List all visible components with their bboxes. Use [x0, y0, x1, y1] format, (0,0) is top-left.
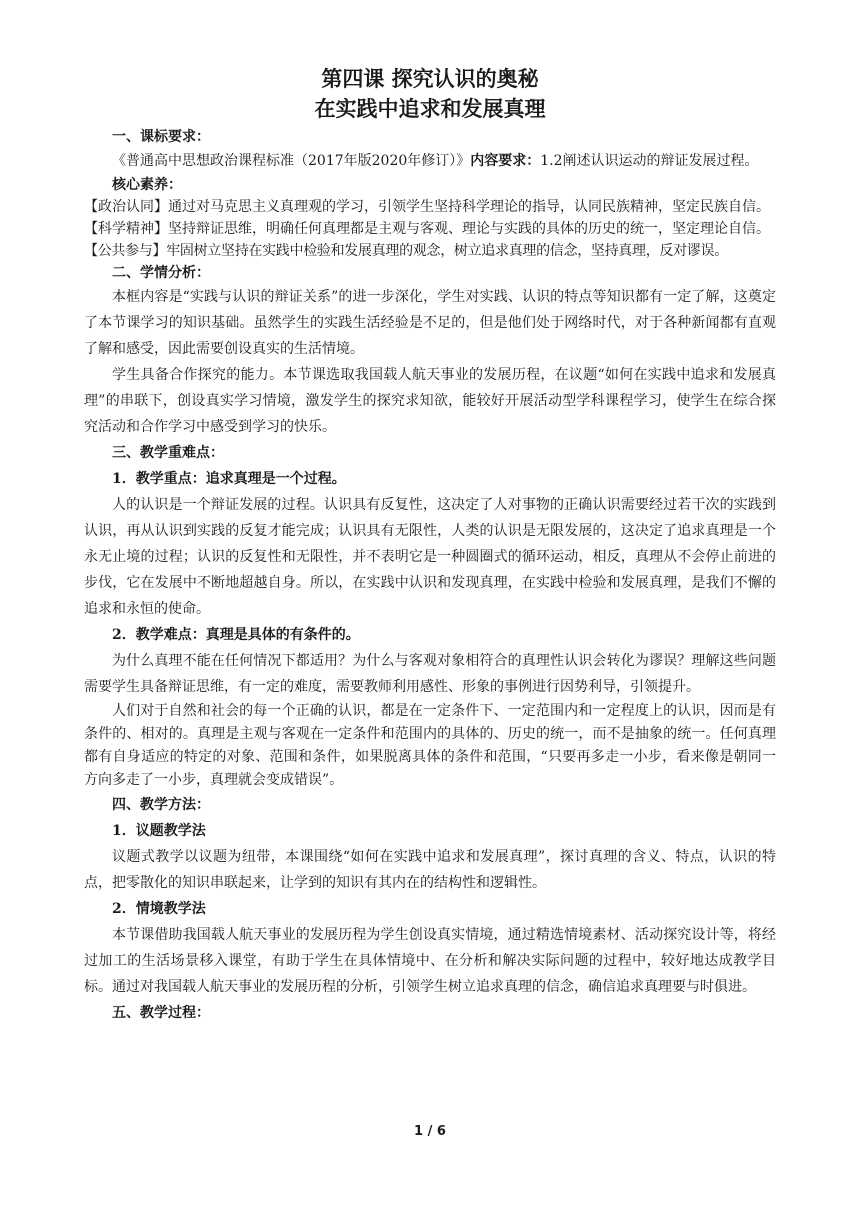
document-page: [84, 64, 776, 1026]
section-3-heading: 三、教学重难点：: [112, 445, 224, 461]
title-line-1: 第四课 探究认识的奥秘: [321, 66, 539, 91]
key-point-paragraph: 人的认识是一个辩证发展的过程。认识具有反复性，这决定了人对事物的正确认识需要经过若干次的实践到认识，再从认识到实践的反复才能完成；认识具有无限性，人类的认识是无限发展的，这决定了追求真理是一个永无止境的过程；认识的反复性和无限性，并不表明它是一种圆圈式的循环运动，相反，真理从不会停止前进的步伐，它在发展中不断地超越自身。所以，在实践中认识和发现真理，在实践中检验和发展真理，是我们不懈的追求和永恒的使命。: [84, 497, 776, 617]
method-2-paragraph: 本节课借助我国载人航天事业的发展历程为学生创设真实情境，通过精选情境素材、活动探究设计等，将经过加工的生活场景移入课堂，有助于学生在具体情境中、在分析和解决实际问题的过程中，较好地达成教学目标。通过对我国载人航天事业的发展历程的分析，引领学生树立追求真理的信念，确信追求真理要与时俱进。: [84, 927, 776, 995]
key-point-heading: 1．教学重点：追求真理是一个过程。: [112, 471, 346, 487]
core-heading: 核心素养：: [112, 177, 182, 193]
section-2-paragraph: 本框内容是“实践与认识的辩证关系”的进一步深化，学生对实践、认识的特点等知识都有一定了解，这奠定了本节课学习的知识基础。虽然学生的实践生活经验是不足的，但是他们处于网络时代，对于各种新闻都有直观了解和感受，因此需要创设真实的生活情境。: [84, 289, 776, 357]
section-2-paragraph: 学生具备合作探究的能力。本节课选取我国载人航天事业的发展历程，在议题“如何在实践中追求和发展真理”的串联下，创设真实学习情境，激发学生的探究求知欲，能较好开展活动型学科课程学习，使学生在综合探究活动和合作学习中感受到学习的快乐。: [84, 367, 776, 435]
content-label: 内容要求：: [470, 153, 541, 169]
difficulty-heading: 2．教学难点：真理是具体的有条件的。: [112, 627, 360, 643]
section-1-heading: 一、课标要求：: [112, 129, 210, 145]
method-2-heading: 2．情境教学法: [112, 901, 206, 917]
method-1-heading: 1．议题教学法: [112, 823, 206, 839]
core-item-text: 牢固树立坚持在实践中检验和发展真理的观念，树立追求真理的信念，坚持真理，反对谬误。: [166, 243, 728, 259]
core-item-public: [84, 240, 776, 262]
core-item-science: [84, 218, 776, 240]
section-4-heading: 四、教学方法：: [112, 797, 210, 813]
method-1-paragraph: 议题式教学以议题为纽带，本课围绕“如何在实践中追求和发展真理”，探讨真理的含义、特点，认识的特点，把零散化的知识串联起来，让学到的知识有其内在的结构性和逻辑性。: [84, 849, 776, 891]
title-line-2: 在实践中追求和发展真理: [314, 96, 546, 121]
standard-name: 《普通高中思想政治课程标准（2017年版2020年修订）》: [112, 153, 471, 169]
core-item-label: 【科学精神】: [84, 221, 168, 237]
core-item-text: 通过对马克思主义真理观的学习，引领学生坚持科学理论的指导，认同民族精神，坚定民族自信。: [168, 199, 770, 215]
standard-paragraph: [84, 148, 776, 174]
section-2-heading: 二、学情分析：: [112, 265, 210, 281]
page-number: 1 / 6: [414, 1124, 446, 1139]
core-item-label: 【政治认同】: [84, 199, 168, 215]
content-text: 1.2阐述认识运动的辩证发展过程。: [540, 153, 759, 169]
core-item-text: 坚持辩证思维，明确任何真理都是主观与客观、理论与实践的具体的历史的统一，坚定理论自信。: [168, 221, 770, 237]
section-5-heading: 五、教学过程：: [112, 1005, 210, 1021]
difficulty-paragraph-1: 为什么真理不能在任何情况下都适用？为什么与客观对象相符合的真理性认识会转化为谬误？理解这些问题需要学生具备辩证思维，有一定的难度，需要教师利用感性、形象的事例进行因势利导，引领提升。: [84, 653, 776, 695]
difficulty-paragraph-2: 人们对于自然和社会的每一个正确的认识，都是在一定条件下、一定范围内和一定程度上的认识，因而是有条件的、相对的。真理是主观与客观在一定条件和范围内的具体的、历史的统一，而不是抽象的统一。任何真理都有自身适应的特定的对象、范围和条件，如果脱离具体的条件和范围，“只要再多走一小步，看来像是朝同一方向多走了一小步，真理就会变成错误”。: [84, 703, 776, 788]
core-item-political: [84, 196, 776, 218]
core-item-label: 【公共参与】: [84, 243, 167, 259]
